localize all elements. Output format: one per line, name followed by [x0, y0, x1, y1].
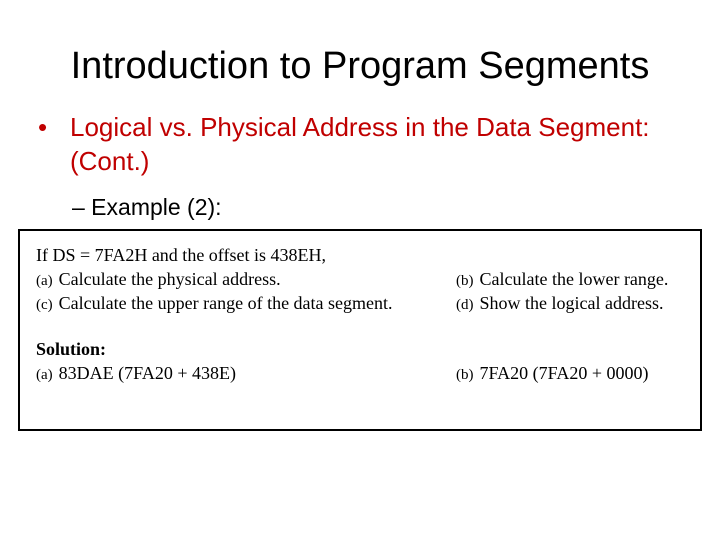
part-d-text: Show the logical address.	[479, 293, 664, 313]
solution-heading: Solution:	[36, 339, 107, 359]
part-a-text: Calculate the physical address.	[58, 269, 281, 289]
part-d-label: (d)	[456, 297, 474, 313]
solution-b-label: (b)	[456, 367, 474, 383]
problem-statement: If DS = 7FA2H and the offset is 438EH,	[36, 245, 326, 265]
solution-a-label: (a)	[36, 367, 53, 383]
part-b-text: Calculate the lower range.	[479, 269, 669, 289]
part-d	[456, 293, 663, 315]
part-b-label: (b)	[456, 273, 474, 289]
bullet-1-text: Logical vs. Physical Address in the Data Segment: (Cont.)	[70, 112, 650, 176]
part-c-text: Calculate the upper range of the data segment.	[58, 293, 393, 313]
part-b	[456, 269, 668, 291]
bullet-dot-icon: •	[38, 112, 48, 142]
part-a-label: (a)	[36, 273, 53, 289]
solution-b	[456, 363, 649, 385]
example-problem-box	[18, 229, 702, 431]
part-a	[36, 269, 281, 291]
solution-a-text: 83DAE (7FA20 + 438E)	[58, 363, 236, 383]
part-c-label: (c)	[36, 297, 53, 313]
solution-a	[36, 363, 236, 385]
sub-bullet-example: – Example (2):	[72, 194, 222, 220]
solution-b-text: 7FA20 (7FA20 + 0000)	[479, 363, 649, 383]
part-c	[36, 293, 393, 315]
bullet-logical-vs-physical	[38, 110, 678, 178]
slide-title: Introduction to Program Segments	[70, 45, 650, 87]
